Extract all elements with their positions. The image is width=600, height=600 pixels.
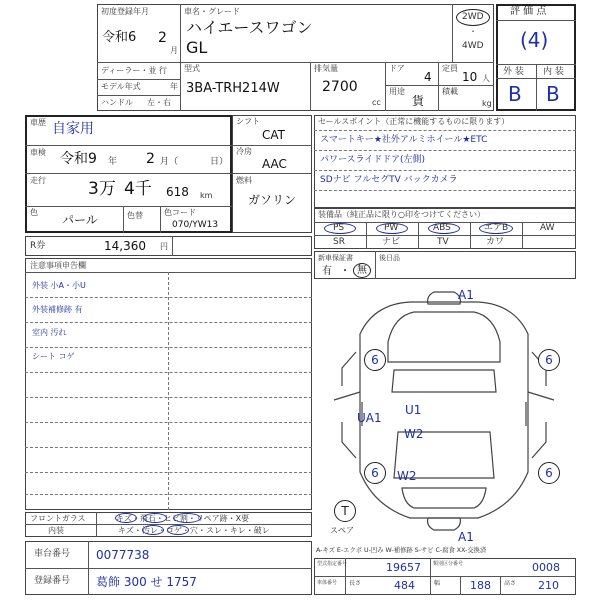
interior-grade: B xyxy=(546,82,560,106)
length: 484 xyxy=(394,579,415,592)
shaken-label: 車検 xyxy=(30,148,46,157)
class-label: 車歴 xyxy=(30,118,46,127)
sales-point-2: パワースライドドア(左側) xyxy=(320,155,426,165)
mark-front-left: 6 xyxy=(364,349,386,371)
exterior-grade: B xyxy=(508,82,522,106)
shaken-year-unit: 年 xyxy=(108,157,118,167)
fuel-value: ガソリン xyxy=(248,193,297,207)
car-name: ハイエースワゴン xyxy=(186,18,313,37)
first-reg-label: 初度登録年月 xyxy=(101,7,149,16)
doors: 4 xyxy=(424,70,432,84)
use: 貨 xyxy=(412,94,425,108)
equipment-title: 装備品（純正品に限り○印をつけてください） xyxy=(318,210,485,219)
width-label: 幅 xyxy=(434,580,441,587)
mark-w2-b: W2 xyxy=(397,469,417,483)
shaken-month-unit: 月（ xyxy=(160,157,179,167)
load-label: 積載 xyxy=(442,87,458,96)
warranty-record-label: 後日品 xyxy=(379,254,400,262)
model-no-label: 類別区分番号 xyxy=(433,561,464,567)
spare-mark: T xyxy=(334,500,356,522)
load-unit: kg xyxy=(482,99,492,108)
model-label: 型式 xyxy=(184,64,200,73)
mark-rear-left: 6 xyxy=(364,462,386,484)
capacity: 10 xyxy=(462,70,478,84)
equip-abs: ABS xyxy=(433,223,451,233)
mileage-label: 走行 xyxy=(30,176,46,185)
mileage-km: km xyxy=(200,191,213,200)
mark-rear-right: 6 xyxy=(538,462,560,484)
drive-dot: ・ xyxy=(469,27,477,36)
interior-label: 内 装 xyxy=(543,67,564,77)
mark-front-right: 6 xyxy=(538,349,560,371)
spare-label: スペア xyxy=(330,526,354,535)
glass-label: フロントガラス xyxy=(30,514,86,523)
equip-pw: PW xyxy=(384,223,399,233)
door-label: ドア xyxy=(389,64,405,73)
mark-bottom: A1 xyxy=(458,530,474,544)
class-value: 自家用 xyxy=(52,121,94,137)
color-code: 070/YW13 xyxy=(172,220,219,230)
displacement-cc: cc xyxy=(372,98,381,107)
height-label: 高さ xyxy=(504,580,517,587)
weight-value: 19657 xyxy=(386,561,421,574)
color-label: 色 xyxy=(30,208,38,217)
shaken-day-unit: 日） xyxy=(210,157,229,167)
fuel-label: 燃料 xyxy=(236,176,252,185)
equip-navi: ナビ xyxy=(382,237,401,247)
reg-label: 型式指定番号 xyxy=(317,561,348,567)
shift-label: シフト xyxy=(236,117,260,126)
car-name-label: 車名・グレード xyxy=(184,7,240,16)
recycle-unit: 円 xyxy=(160,242,168,251)
note-line-2: 外装補修跡 有 xyxy=(32,305,83,314)
length-label: 長さ xyxy=(349,580,362,587)
displacement: 2700 xyxy=(322,79,358,95)
note-line-4: シート コゲ xyxy=(32,352,75,361)
plate-label: 登録番号 xyxy=(34,576,71,586)
ac-value: AAC xyxy=(262,157,287,171)
note-line-3: 室内 汚れ xyxy=(32,328,67,337)
car-no-label: 車台番号 xyxy=(34,549,71,559)
displacement-label: 排気量 xyxy=(314,64,338,73)
warranty-yes: 有 xyxy=(322,266,332,277)
dealer-label: ディーラー・並 行 xyxy=(101,66,167,75)
mark-top: A1 xyxy=(458,288,474,302)
color-no-label: 色替 xyxy=(127,211,143,220)
warranty-section xyxy=(314,251,576,279)
model-year-label: モデル年式 xyxy=(101,82,141,91)
sales-points-title: セールスポイント（正常に機能するものに限ります） xyxy=(318,117,510,126)
mark-ua1: UA1 xyxy=(357,411,382,425)
equip-tv: TV xyxy=(437,237,449,247)
handle-value: 左・右 xyxy=(147,98,171,107)
shaken-month: 2 xyxy=(146,151,155,167)
car-no: 0077738 xyxy=(96,548,150,562)
exterior-label: 外 装 xyxy=(503,67,524,77)
color-code-label: 色コード xyxy=(164,208,196,217)
mark-u1: U1 xyxy=(405,403,422,417)
first-reg-month: 2 xyxy=(158,30,167,46)
equip-sr: SR xyxy=(333,237,345,247)
rating-title: 評 価 点 xyxy=(510,6,547,17)
model-no: 0008 xyxy=(532,561,560,574)
equip-aw: AW xyxy=(540,223,555,233)
model-code: 3BA-TRH214W xyxy=(186,81,280,96)
notes-title: 注意事項申告欄 xyxy=(30,261,86,270)
drive-2wd: 2WD xyxy=(462,12,484,22)
color: パール xyxy=(62,213,98,227)
first-reg-month-unit: 月 xyxy=(170,46,178,55)
shift-value: CAT xyxy=(262,128,285,142)
glass-interior-label: 内装 xyxy=(48,526,64,535)
model-year-unit: 年 xyxy=(170,82,178,91)
rating-score: (4) xyxy=(520,28,549,52)
car-diagram xyxy=(314,282,576,540)
warranty-sep: ・ xyxy=(340,266,350,277)
mileage-sen: 4千 xyxy=(124,179,152,199)
sales-point-1: スマートキー★社外アルミホイール★ETC xyxy=(320,135,488,145)
drive-4wd: 4WD xyxy=(462,41,484,51)
capacity-unit: 人 xyxy=(482,74,490,83)
equip-leather: カワ xyxy=(486,237,505,247)
recycle-label: R券 xyxy=(30,241,46,251)
body-label: 車体番号 xyxy=(317,580,338,586)
glass-options: キズ・飛石・ヒビ割・リペア跡・X要 xyxy=(116,514,250,523)
equip-ps: PS xyxy=(333,223,345,233)
recycle-section xyxy=(25,236,312,256)
use-label: 用途 xyxy=(389,87,405,96)
glass-interior-options: キズ・汚レ・コゲ・穴・スレ・キレ・破レ xyxy=(118,526,270,535)
plate: 葛飾 300 せ 1757 xyxy=(96,575,197,589)
equip-airbag: エアB xyxy=(484,223,509,233)
damage-legend: A-キズ E-エクボ U-凹み W-補修跡 S-サビ C-腐食 XX-交換済 xyxy=(316,547,487,554)
ac-label: 冷房 xyxy=(236,147,252,156)
warranty-label: 新車保証書 xyxy=(318,254,353,262)
note-line-1: 外装 小A・小U xyxy=(32,281,86,290)
mileage-rest: 618 xyxy=(166,185,189,199)
mark-w2-a: W2 xyxy=(404,427,424,441)
handle-label: ハンドル xyxy=(101,98,133,107)
first-reg-era: 令和6 xyxy=(102,30,137,45)
shaken-era: 令和9 xyxy=(60,151,97,167)
sales-point-3: SDナビ フルセグTV バックカメラ xyxy=(320,175,458,185)
mileage-man: 3万 xyxy=(88,179,116,199)
capacity-label: 定員 xyxy=(442,64,458,73)
recycle-value: 14,360 xyxy=(104,239,146,253)
grade: GL xyxy=(186,38,208,57)
width: 188 xyxy=(470,579,491,592)
height: 210 xyxy=(538,579,559,592)
warranty-no: 無 xyxy=(357,265,367,276)
